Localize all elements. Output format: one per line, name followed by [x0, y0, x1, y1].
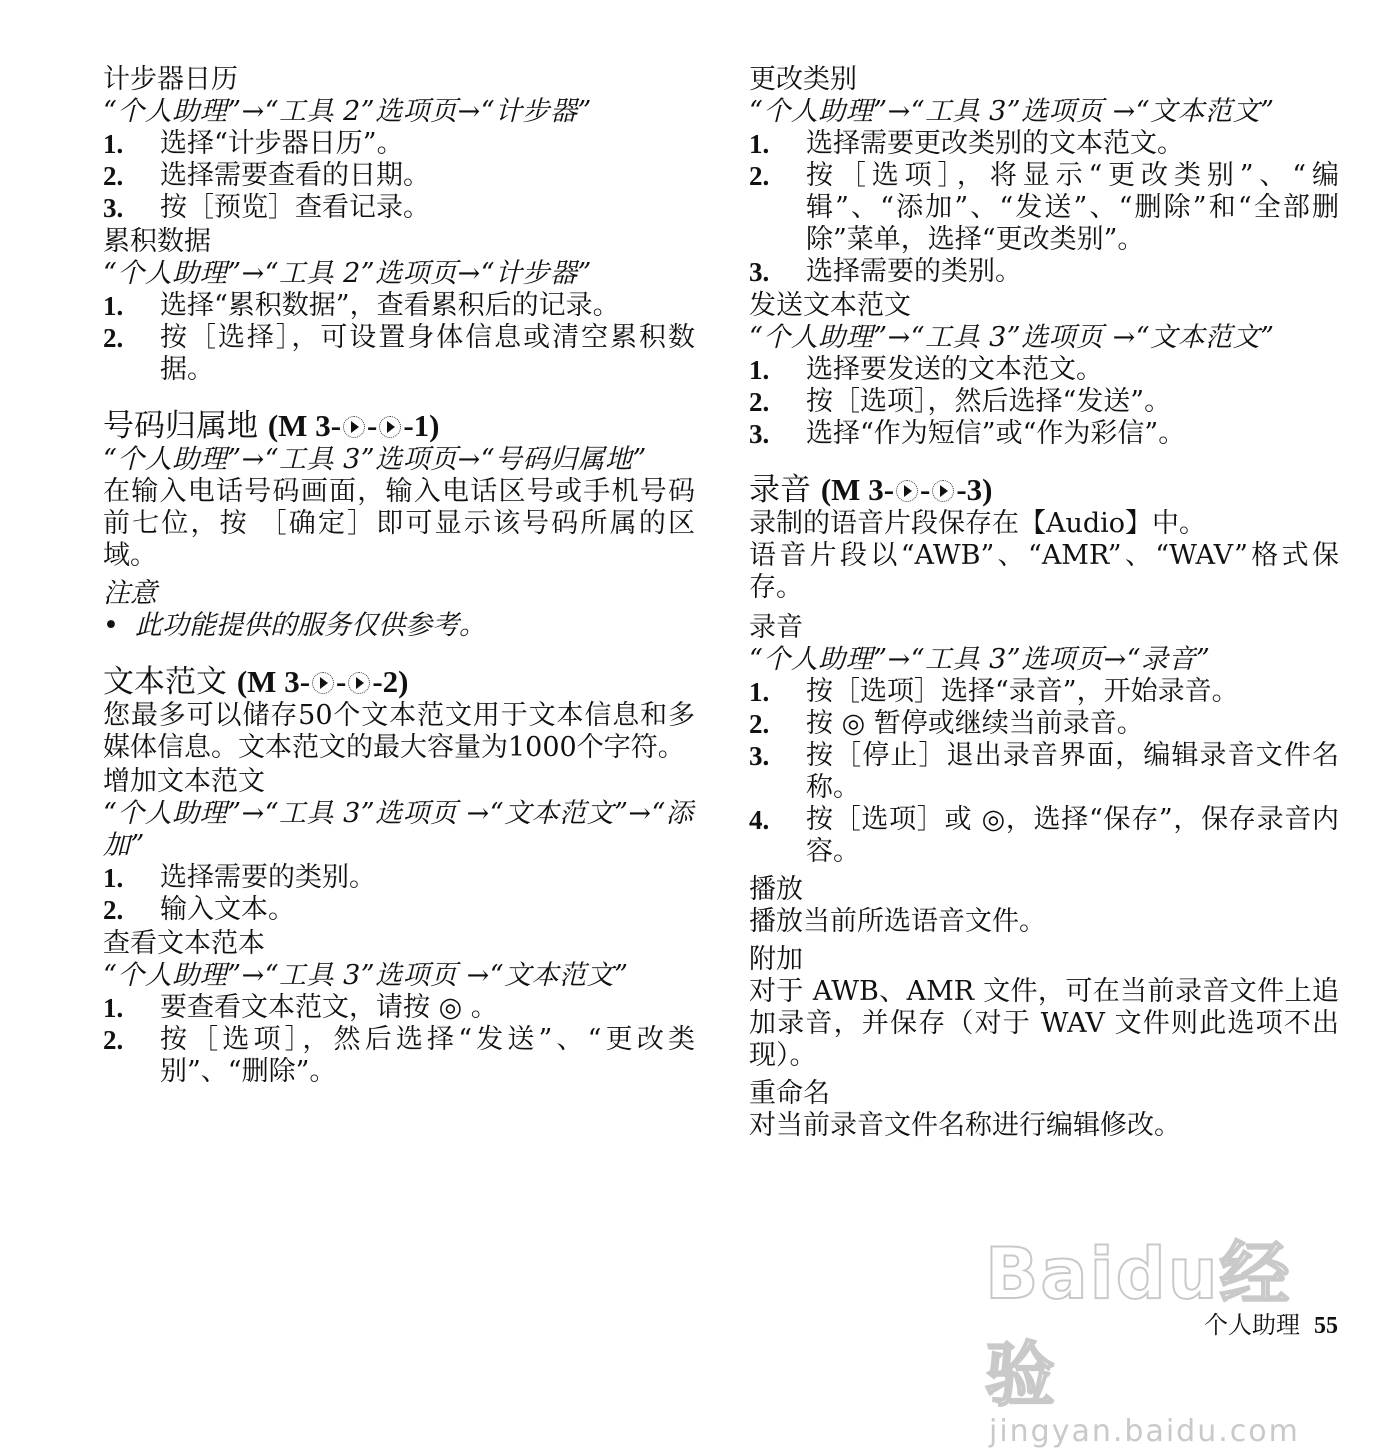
- section-title-change-category: 更改类别: [749, 64, 857, 95]
- step-list: [749, 128, 1339, 288]
- step-item: 3. 按［预览］查看记录。: [103, 192, 430, 223]
- section-title-cumulative: 累积数据: [103, 226, 211, 257]
- step-list: [103, 128, 695, 224]
- heading-recorder: 录音 (M 3- - -3): [749, 472, 993, 508]
- menu-path: “个人助理”→“工具 2”选项页→“计步器”: [103, 258, 592, 289]
- section-title-pedometer-calendar: 计步器日历: [103, 64, 238, 95]
- step-list: [749, 676, 1339, 868]
- heading-templates: 文本范文 (M 3- - -2): [103, 664, 409, 700]
- section-title-append: 附加: [749, 944, 803, 975]
- paragraph: 播放当前所选语音文件。: [749, 906, 1046, 937]
- step-item: 1. 选择需要的类别。: [103, 862, 376, 893]
- page-number: 55: [1314, 1313, 1338, 1339]
- step-list: [103, 862, 695, 926]
- nav-right-icon: [312, 672, 334, 694]
- step-item: 3. 选择“作为短信”或“作为彩信”。: [749, 418, 1186, 449]
- right-column: [749, 62, 1339, 1142]
- step-item: 2. 按［选项］，将显示“更改类别”、“编辑”、“添加”、“发送”、“删除”和“全部删除”菜单，选择“更改类别”。: [749, 160, 1339, 255]
- step-item: 2. 选择需要查看的日期。: [103, 160, 430, 191]
- step-item: 2. 按［选项］，然后选择“发送”。: [749, 386, 1172, 417]
- watermark-logo: Baidu经验: [985, 1233, 1292, 1416]
- menu-path: “个人助理”→“工具 3”选项页 →“文本范文”: [749, 322, 1275, 353]
- section-title-add-template: 增加文本范文: [103, 766, 265, 797]
- step-item: 1. 选择需要更改类别的文本范文。: [749, 128, 1184, 159]
- step-item: 1. 要查看文本范文，请按 ◎ 。: [103, 992, 498, 1023]
- step-item: 1. 选择“累积数据”，查看累积后的记录。: [103, 290, 620, 321]
- note-title: 注意: [103, 578, 157, 609]
- step-item: 1. 选择“计步器日历”。: [103, 128, 404, 159]
- nav-right-icon: [343, 416, 365, 438]
- step-item: 2. 输入文本。: [103, 894, 295, 925]
- paragraph: 对当前录音文件名称进行编辑修改。: [749, 1110, 1181, 1141]
- bullet-icon: •: [103, 610, 119, 641]
- heading-phone-location: 号码归属地 (M 3- - -1): [103, 408, 440, 444]
- paragraph: 对于 AWB、AMR 文件，可在当前录音文件上追加录音，并保存（对于 WAV 文件则此选项不出现）。: [749, 976, 1339, 1071]
- paragraph: 录制的语音片段保存在【Audio】中。: [749, 508, 1207, 539]
- step-list: [103, 290, 695, 386]
- menu-path: “个人助理”→“工具 3”选项页 →“文本范文”: [749, 96, 1275, 127]
- step-item: 3. 按［停止］退出录音界面，编辑录音文件名称。: [749, 740, 1339, 803]
- section-title-record: 录音: [749, 612, 803, 643]
- paragraph: 语音片段以“AWB”、“AMR”、“WAV”格式保存。: [749, 540, 1339, 603]
- nav-right-icon: [932, 480, 954, 502]
- nav-right-icon: [348, 672, 370, 694]
- menu-path: “个人助理”→“工具 3”选项页 →“文本范文”→“添加”: [103, 798, 694, 861]
- step-item: 2. 按 ◎ 暂停或继续当前录音。: [749, 708, 1144, 739]
- footer-section: 个人助理: [1204, 1311, 1300, 1339]
- section-title-send-template: 发送文本范文: [749, 290, 911, 321]
- nav-right-icon: [379, 416, 401, 438]
- note-bullet: • 此功能提供的服务仅供参考。: [103, 610, 486, 641]
- step-item: 4. 按［选项］或 ◎，选择“保存”，保存录音内容。: [749, 804, 1339, 867]
- step-item: 2. 按［选项］，然后选择“发送”、“更改类别”、“删除”。: [103, 1024, 695, 1087]
- menu-path: “个人助理”→“工具 3”选项页 →“文本范文”: [103, 960, 629, 991]
- paragraph: 在输入电话号码画面，输入电话区号或手机号码前七位，按 ［确定］即可显示该号码所属的区域。: [103, 476, 695, 571]
- step-item: 3. 选择需要的类别。: [749, 256, 1022, 287]
- step-item: 1. 按［选项］选择“录音”，开始录音。: [749, 676, 1239, 707]
- watermark-url: jingyan.baidu.com: [989, 1414, 1300, 1449]
- section-title-view-template: 查看文本范本: [103, 928, 265, 959]
- menu-path: “个人助理”→“工具 3”选项页→“录音”: [749, 644, 1211, 675]
- section-title-play: 播放: [749, 874, 803, 905]
- step-item: 1. 选择要发送的文本范文。: [749, 354, 1103, 385]
- left-column: [103, 62, 695, 1088]
- step-list: [103, 992, 695, 1088]
- page-footer: [1204, 1305, 1338, 1340]
- menu-path: “个人助理”→“工具 3”选项页→“号码归属地”: [103, 444, 647, 475]
- nav-right-icon: [896, 480, 918, 502]
- paragraph: 您最多可以储存50个文本范文用于文本信息和多媒体信息。文本范文的最大容量为1000个字符。: [103, 700, 695, 763]
- section-title-rename: 重命名: [749, 1078, 830, 1109]
- step-item: 2. 按［选择］，可设置身体信息或清空累积数据。: [103, 322, 695, 385]
- step-list: [749, 354, 1339, 450]
- menu-path: “个人助理”→“工具 2”选项页→“计步器”: [103, 96, 592, 127]
